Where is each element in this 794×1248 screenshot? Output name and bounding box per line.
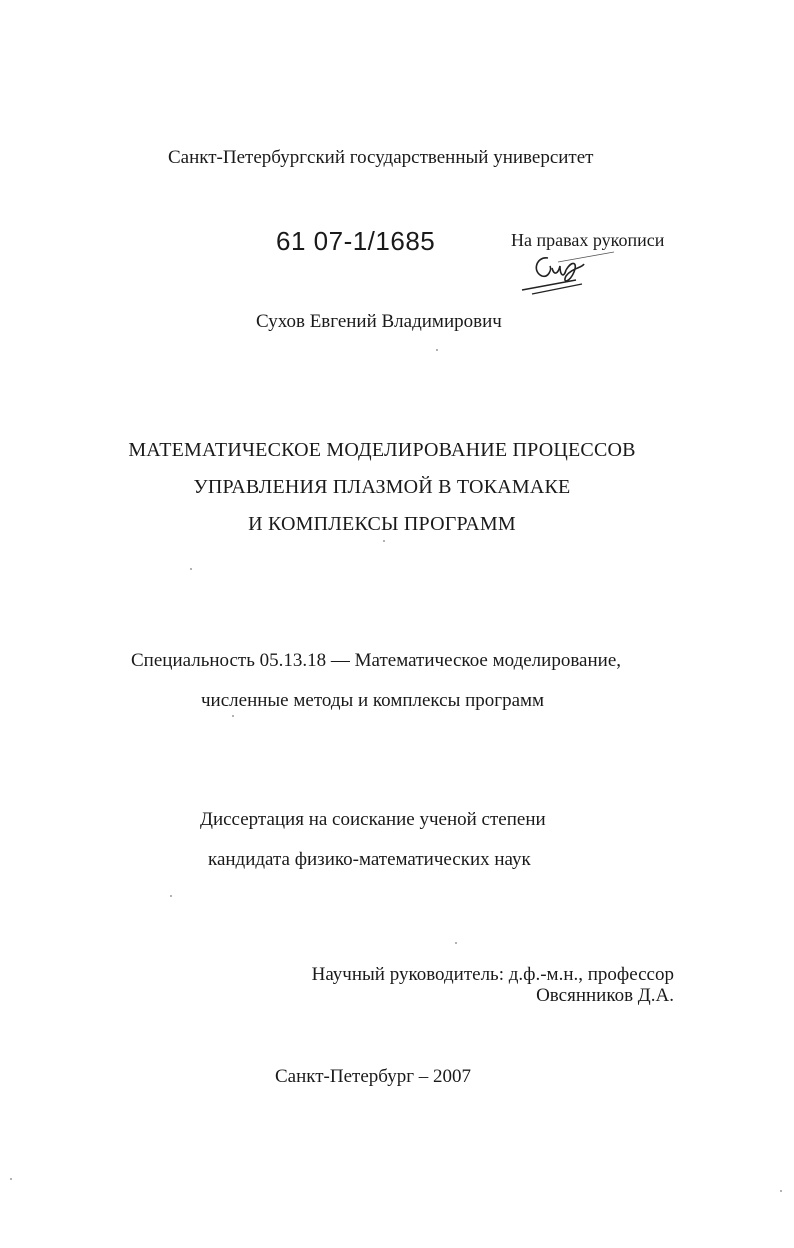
scan-speck [190, 568, 192, 570]
scan-speck [436, 349, 438, 351]
title-line: И КОМПЛЕКСЫ ПРОГРАММ [248, 513, 516, 535]
scan-speck [780, 1190, 782, 1192]
scientific-advisor [304, 964, 674, 1006]
author-name: Сухов Евгений Владимирович [256, 311, 502, 332]
scan-speck [232, 715, 234, 717]
degree-line: кандидата физико-математических наук [208, 849, 531, 870]
advisor-line: Научный руководитель: д.ф.-м.н., профессор [311, 964, 674, 985]
advisor-line: Овсянников Д.А. [536, 985, 674, 1006]
scan-speck [170, 895, 172, 897]
title-line: УПРАВЛЕНИЯ ПЛАЗМОЙ В ТОКАМАКЕ [193, 476, 571, 498]
specialty-line: Специальность 05.13.18 — Математическое моделирование, [131, 650, 622, 671]
city-year: Санкт-Петербург – 2007 [275, 1066, 472, 1087]
scan-speck [455, 942, 457, 944]
title-line: МАТЕМАТИЧЕСКОЕ МОДЕЛИРОВАНИЕ ПРОЦЕССОВ [128, 439, 636, 461]
specialty [131, 641, 621, 721]
manuscript-rights-note: На правах рукописи [511, 230, 665, 250]
handwritten-signature-icon [518, 250, 618, 298]
degree-statement [200, 800, 546, 880]
specialty-line: численные методы и комплексы программ [201, 690, 545, 711]
scan-speck [383, 540, 385, 542]
university-name: Санкт-Петербургский государственный университет [168, 147, 594, 168]
dissertation-title [0, 432, 794, 543]
scan-speck [10, 1178, 12, 1180]
degree-line: Диссертация на соискание ученой степени [200, 809, 546, 830]
catalog-number: 61 07-1/1685 [276, 226, 436, 256]
